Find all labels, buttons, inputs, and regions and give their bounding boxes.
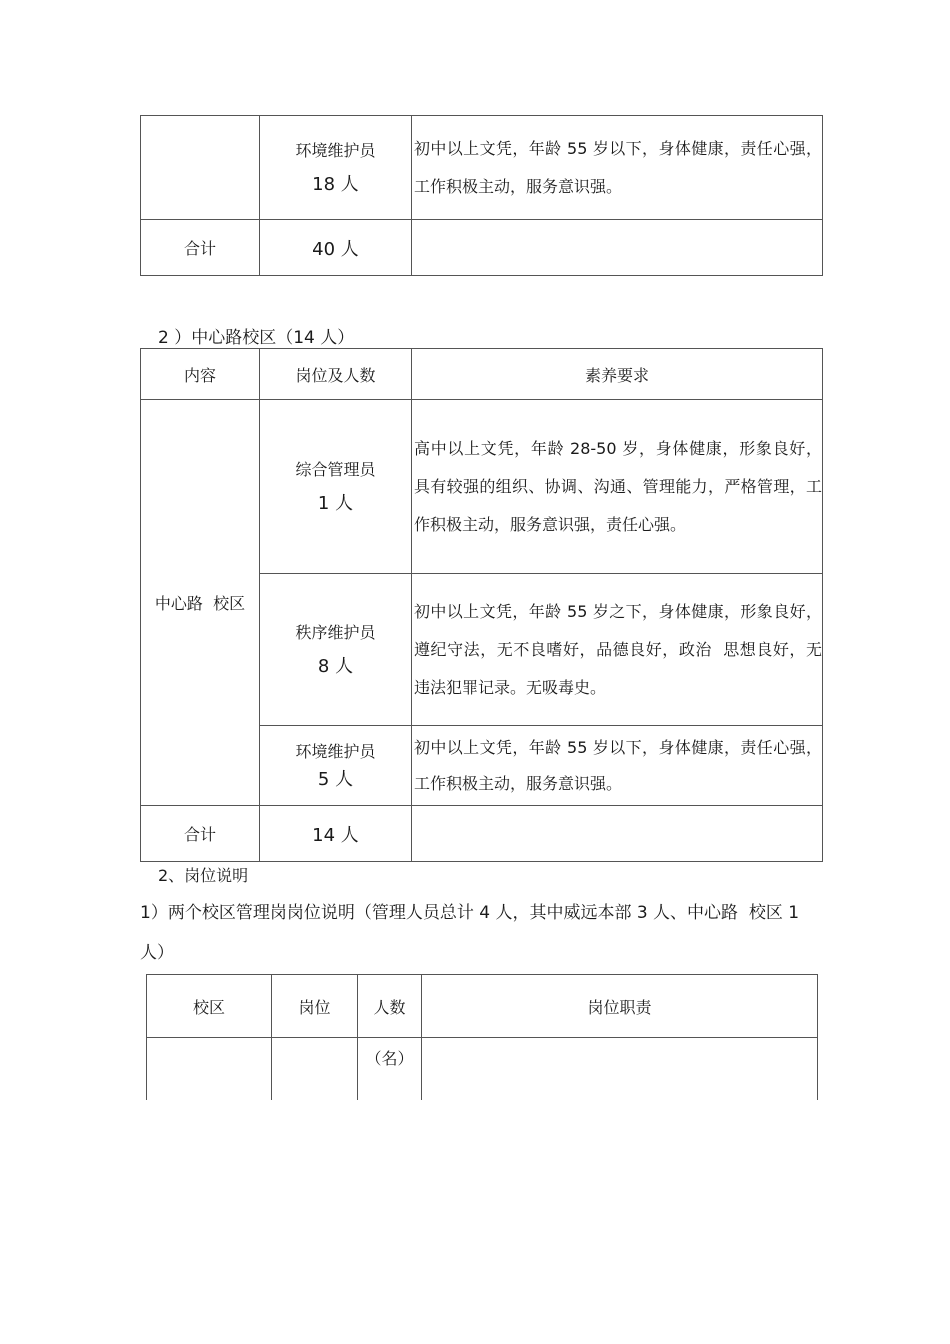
total-row xyxy=(141,220,823,276)
table-row xyxy=(141,116,823,220)
post-cell xyxy=(272,1038,358,1100)
total-label: 合计 xyxy=(141,220,260,276)
heading-post-description: 2、岗位说明 xyxy=(158,866,249,885)
duties-cell xyxy=(422,1038,818,1100)
paragraph: 1）两个校区管理岗岗位说明（管理人员总计 4 人，其中威远本部 3 人、中心路 校区 1 人） xyxy=(140,903,805,963)
table-row xyxy=(141,400,823,574)
table-1 xyxy=(140,115,823,276)
table-row xyxy=(147,1038,818,1100)
role-label: 综合管理员 xyxy=(295,459,376,479)
position-cell xyxy=(260,116,412,220)
unit-cell: （名） xyxy=(358,1038,422,1100)
total-label: 合计 xyxy=(141,806,260,862)
role-label: 环境维护员 xyxy=(295,140,376,160)
requirement-cell: 初中以上文凭，年龄 55 岁以下，身体健康，责任心强，工作积极主动，服务意识强。 xyxy=(412,116,823,220)
header-requirement: 素养要求 xyxy=(412,349,823,400)
header-row xyxy=(147,975,818,1038)
headcount: 18 人 xyxy=(312,173,359,195)
campus-cell: 中心路 校区 xyxy=(141,400,260,806)
requirement-cell: 初中以上文凭，年龄 55 岁以下，身体健康，责任心强，工作积极主动，服务意识强。 xyxy=(412,726,823,806)
total-count: 40 人 xyxy=(260,220,412,276)
total-requirement xyxy=(412,220,823,276)
position-cell xyxy=(260,400,412,574)
role-label: 秩序维护员 xyxy=(295,622,376,642)
header-campus: 校区 xyxy=(147,975,272,1038)
header-duties: 岗位职责 xyxy=(422,975,818,1038)
role-label: 环境维护员 xyxy=(295,741,376,761)
total-row xyxy=(141,806,823,862)
headcount: 1 人 xyxy=(317,492,354,514)
header-position: 岗位及人数 xyxy=(260,349,412,400)
position-cell xyxy=(260,574,412,726)
header-post: 岗位 xyxy=(272,975,358,1038)
requirement-cell: 初中以上文凭，年龄 55 岁之下，身体健康，形象良好，遵纪守法，无不良嗜好，品德良好，政治 思想良好，无违法犯罪记录。无吸毒史。 xyxy=(412,574,823,726)
section-title: 2 ）中心路校区（14 人） xyxy=(158,328,355,348)
position-cell xyxy=(260,726,412,806)
headcount: 8 人 xyxy=(317,655,354,677)
campus-cell xyxy=(147,1038,272,1100)
header-content: 内容 xyxy=(141,349,260,400)
headcount: 5 人 xyxy=(317,768,354,790)
total-requirement xyxy=(412,806,823,862)
requirement-cell: 高中以上文凭，年龄 28-50 岁，身体健康，形象良好，具有较强的组织、协调、沟通、管理能力，严格管理，工作积极主动，服务意识强，责任心强。 xyxy=(412,400,823,574)
header-headcount: 人数 xyxy=(358,975,422,1038)
table-3 xyxy=(146,974,818,1100)
table-2 xyxy=(140,348,823,862)
header-row xyxy=(141,349,823,400)
total-count: 14 人 xyxy=(260,806,412,862)
content-cell xyxy=(141,116,260,220)
